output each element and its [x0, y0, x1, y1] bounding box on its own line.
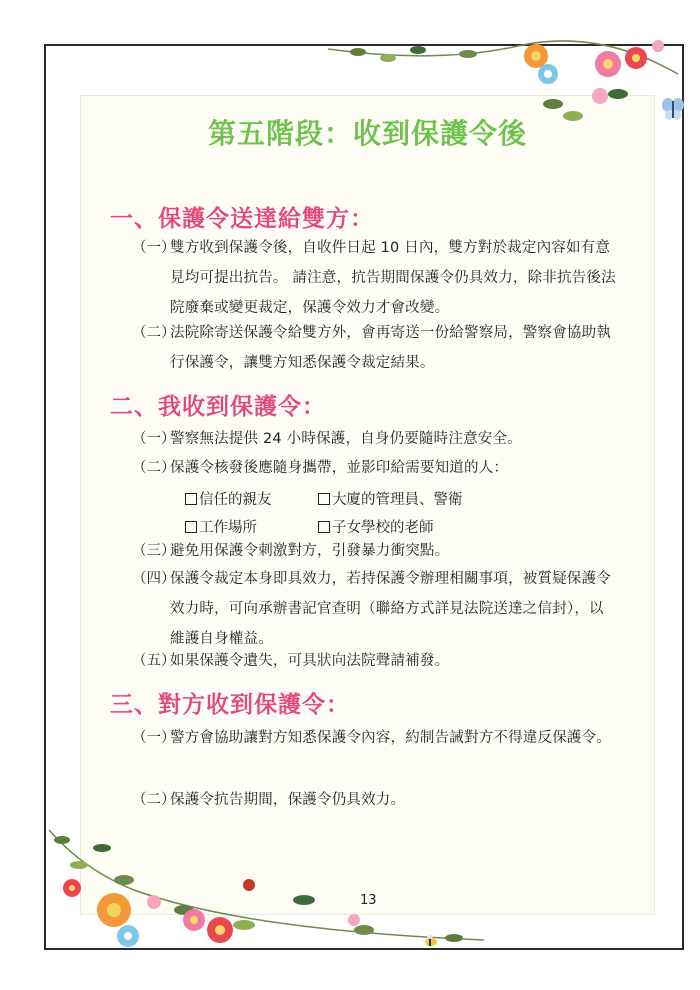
- item-number: （五）: [132, 653, 176, 669]
- item-number: （一）: [132, 240, 176, 256]
- list-item: [132, 453, 617, 483]
- list-item: [132, 564, 617, 654]
- item-number: （二）: [132, 460, 176, 476]
- item-number: （二）: [132, 792, 176, 808]
- checkbox-icon: [185, 493, 197, 505]
- section-heading: 一、保護令送達給雙方：: [110, 206, 374, 232]
- page-title: 第五階段：收到保護令後: [207, 117, 527, 150]
- checklist-item: [318, 488, 463, 509]
- item-number: （二）: [132, 325, 176, 341]
- checklist-item: [185, 516, 257, 537]
- section-heading: 二、我收到保護令：: [110, 394, 326, 420]
- checklist-label: 工作場所: [199, 520, 257, 536]
- item-text: 雙方收到保護令後，自收件日起 10 日內，雙方對於裁定內容如有意見均可提出抗告。 請注意，抗告期間保護令仍具效力，除非抗告後法院廢棄或變更裁定，保護令效力才會改變。: [170, 240, 616, 316]
- checkbox-icon: [185, 521, 197, 533]
- checkbox-icon: [318, 521, 330, 533]
- item-text: 保護令裁定本身即具效力，若持保護令辦理相關事項，被質疑保護令效力時，可向承辦書記官查明（聯絡方式詳見法院送達之信封），以維護自身權益。: [170, 571, 611, 647]
- section-heading: 三、對方收到保護令：: [110, 692, 350, 718]
- flower-garland-bottom-left: [44, 810, 504, 950]
- item-number: （四）: [132, 571, 176, 587]
- item-number: （三）: [132, 543, 176, 559]
- page-number: 13: [360, 893, 377, 908]
- list-item: [132, 646, 617, 676]
- item-text: 保護令抗告期間，保護令仍具效力。: [170, 792, 406, 808]
- item-text: 保護令核發後應隨身攜帶，並影印給需要知道的人：: [170, 460, 509, 476]
- item-text: 避免用保護令刺激對方，引發暴力衝突點。: [170, 543, 450, 559]
- checklist-label: 子女學校的老師: [332, 520, 434, 536]
- item-text: 法院除寄送保護令給雙方外，會再寄送一份給警察局，警察會協助執行保護令，讓雙方知悉保護令裁定結果。: [170, 325, 611, 371]
- item-text: 警察無法提供 24 小時保護，自身仍要隨時注意安全。: [170, 431, 522, 447]
- list-item: [132, 536, 617, 566]
- list-item: [132, 318, 617, 378]
- bee-icon: [422, 934, 440, 948]
- item-number: （一）: [132, 431, 176, 447]
- butterfly-icon: [660, 96, 686, 122]
- checklist-label: 信任的親友: [199, 492, 272, 508]
- item-text: 如果保護令遺失，可具狀向法院聲請補發。: [170, 653, 450, 669]
- checklist-item: [185, 488, 272, 509]
- list-item: [132, 723, 617, 753]
- list-item: [132, 785, 617, 815]
- item-text: 警方會協助讓對方知悉保護令內容，約制告誡對方不得違反保護令。: [170, 730, 611, 746]
- list-item: [132, 424, 617, 454]
- list-item: [132, 233, 617, 323]
- checklist-label: 大廈的管理員、警衛: [332, 492, 463, 508]
- checklist-item: [318, 516, 434, 537]
- item-number: （一）: [132, 730, 176, 746]
- checkbox-icon: [318, 493, 330, 505]
